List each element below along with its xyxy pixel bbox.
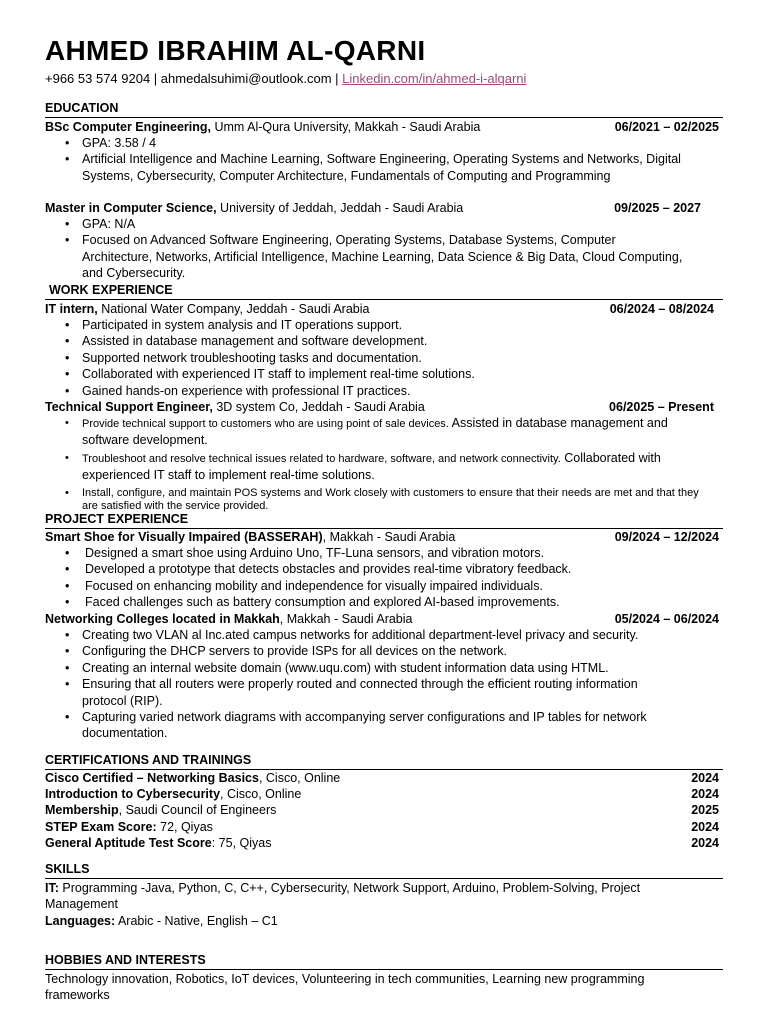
education-bullets xyxy=(45,135,685,184)
list-item: • Faced challenges such as battery consumption and explored AI-based improvements. xyxy=(45,594,685,610)
phone-number: +966 53 574 9204 xyxy=(45,71,151,86)
project-dates: 05/2024 – 06/2024 xyxy=(614,612,719,626)
degree-name: BSc Computer Engineering, xyxy=(45,120,211,134)
list-item: • Focused on Advanced Software Engineering, Operating Systems, Database Systems, Computer Architecture, Networks, Artificial Intelligence, Machine Learning, Data Science & Big Data, Cloud Computing, and Cybersecurity. xyxy=(45,232,685,281)
list-item: • GPA: 3.58 / 4 xyxy=(45,135,685,151)
education-dates: 09/2025 – 2027 xyxy=(614,201,701,215)
separator: | xyxy=(150,71,161,86)
education-bullets xyxy=(45,216,685,282)
candidate-name: AHMED IBRAHIM AL-QARNI xyxy=(45,35,426,66)
certification-year: 2024 xyxy=(691,771,719,785)
list-item: • GPA: N/A xyxy=(45,216,685,232)
list-item: • Creating an internal website domain (www.uqu.com) with student information data using HTML. xyxy=(45,660,685,676)
degree-name: Master in Computer Science, xyxy=(45,201,217,215)
education-entry-title xyxy=(45,200,723,216)
certification-item: Introduction to Cybersecurity, Cisco, Online 2024 xyxy=(45,787,719,801)
work-heading: WORK EXPERIENCE xyxy=(45,282,723,300)
list-item: • Collaborated with experienced IT staff to implement real-time solutions. xyxy=(45,366,685,382)
project-location: , Makkah - Saudi Arabia xyxy=(322,530,456,544)
project-bullets xyxy=(45,545,685,611)
list-item: • Creating two VLAN al Inc.ated campus networks for additional department-level privacy and security. xyxy=(45,627,685,643)
hobbies-heading: HOBBIES AND INTERESTS xyxy=(45,952,723,970)
list-item: • Participated in system analysis and IT operations support. xyxy=(45,317,685,333)
list-item: • Supported network troubleshooting tasks and documentation. xyxy=(45,350,685,366)
institution: University of Jeddah, Jeddah - Saudi Arabia xyxy=(216,201,464,215)
certification-item: Membership, Saudi Council of Engineers 2025 xyxy=(45,803,719,817)
employer: National Water Company, Jeddah - Saudi Arabia xyxy=(97,302,370,316)
work-entry-title xyxy=(45,301,723,317)
list-item: • Gained hands-on experience with professional IT practices. xyxy=(45,383,685,399)
work-dates: 06/2024 – 08/2024 xyxy=(609,302,714,316)
certification-year: 2024 xyxy=(691,820,719,834)
list-item: • Capturing varied network diagrams with accompanying server configurations and IP tables for network documentation. xyxy=(45,709,685,742)
certification-year: 2024 xyxy=(691,787,719,801)
email-address: ahmedalsuhimi@outlook.com xyxy=(160,71,332,86)
list-item: • Assisted in database management and software development. xyxy=(45,333,685,349)
list-item: • Troubleshoot and resolve technical issues related to hardware, software, and network connectivity. Collaborated with experienced IT staff to implement real-time solutions. xyxy=(45,450,705,485)
list-item: • Developed a prototype that detects obstacles and provides real-time vibratory feedback. xyxy=(45,561,685,577)
project-bullets xyxy=(45,627,685,742)
work-dates: 06/2025 – Present xyxy=(609,400,714,414)
work-entry-title xyxy=(45,399,723,415)
work-bullets xyxy=(45,415,705,513)
linkedin-link[interactable]: Linkedin.com/in/ahmed-i-alqarni xyxy=(342,71,527,86)
certification-year: 2025 xyxy=(691,803,719,817)
certification-item: General Aptitude Test Score: 75, Qiyas 2024 xyxy=(45,836,719,850)
project-entry-title xyxy=(45,611,723,627)
skills-languages: Languages: Arabic - Native, English – C1 xyxy=(45,914,278,928)
list-item: • Focused on enhancing mobility and independence for visually impaired individuals. xyxy=(45,578,685,594)
project-title: Smart Shoe for Visually Impaired (BASSERAH) xyxy=(45,530,323,544)
education-dates: 06/2021 – 02/2025 xyxy=(614,120,719,134)
education-heading: EDUCATION xyxy=(45,100,723,118)
list-item: • Ensuring that all routers were properly routed and connected through the efficient routing information protocol (RIP). xyxy=(45,676,685,709)
project-dates: 09/2024 – 12/2024 xyxy=(614,530,719,544)
institution: Umm Al-Qura University, Makkah - Saudi Arabia xyxy=(211,120,481,134)
skills-heading: SKILLS xyxy=(45,861,723,879)
contact-line xyxy=(45,71,526,87)
certification-year: 2024 xyxy=(691,836,719,850)
list-item: • Artificial Intelligence and Machine Learning, Software Engineering, Operating Systems and Networks, Digital Systems, Cybersecurity, Computer Architecture, Fundamentals of Computing and Programming xyxy=(45,151,685,184)
job-title: Technical Support Engineer, xyxy=(45,400,213,414)
list-item: • Install, configure, and maintain POS systems and Work closely with customers to ensure that their needs are met and that they are satisfied with the service provided. xyxy=(45,487,705,513)
list-item: • Provide technical support to customers who are using point of sale devices. Assisted in database management and software development. xyxy=(45,415,705,450)
project-entry-title xyxy=(45,529,723,545)
separator: | xyxy=(331,71,343,86)
projects-heading: PROJECT EXPERIENCE xyxy=(45,511,723,529)
project-title: Networking Colleges located in Makkah xyxy=(45,612,280,626)
certification-item: Cisco Certified – Networking Basics, Cisco, Online 2024 xyxy=(45,771,719,785)
skills-it: IT: Programming -Java, Python, C, C++, Cybersecurity, Network Support, Arduino, Problem-Solving, Project Management xyxy=(45,881,641,912)
work-bullets xyxy=(45,317,685,399)
certification-item: STEP Exam Score: 72, Qiyas 2024 xyxy=(45,820,719,834)
job-title: IT intern, xyxy=(45,302,98,316)
project-location: , Makkah - Saudi Arabia xyxy=(279,612,413,626)
certifications-heading: CERTIFICATIONS AND TRAININGS xyxy=(45,752,723,770)
employer: 3D system Co, Jeddah - Saudi Arabia xyxy=(212,400,425,414)
list-item: • Designed a smart shoe using Arduino Uno, TF-Luna sensors, and vibration motors. xyxy=(45,545,685,561)
education-entry-title xyxy=(45,119,723,135)
hobbies-text: Technology innovation, Robotics, IoT devices, Volunteering in tech communities, Learning new programming frameworks xyxy=(45,972,645,1003)
list-item: • Configuring the DHCP servers to provide ISPs for all devices on the network. xyxy=(45,643,685,659)
